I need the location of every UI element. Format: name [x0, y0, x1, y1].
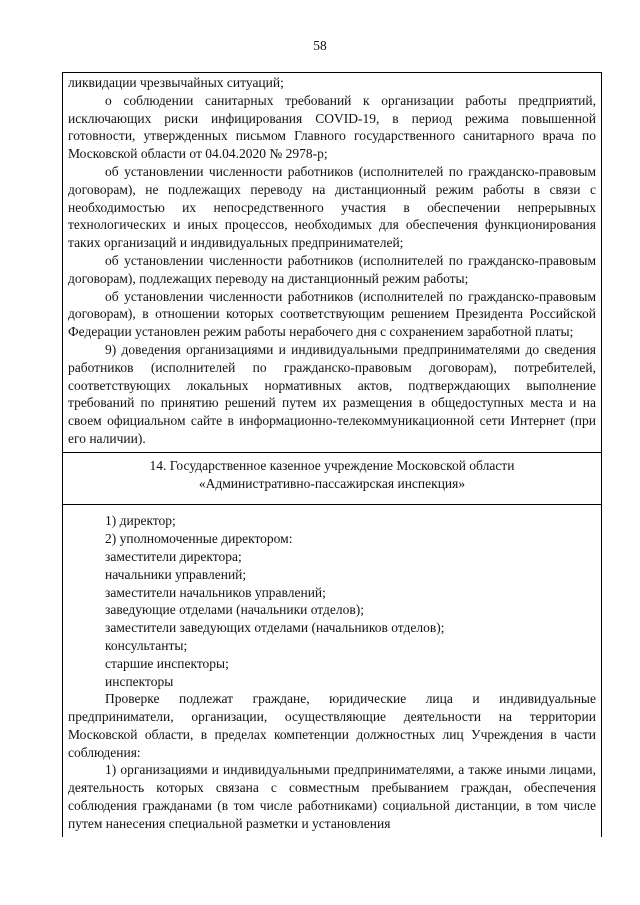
regulation-table [62, 72, 602, 837]
list-item: заместители заведующих отделами (начальников отделов); [105, 620, 445, 636]
list-item: заведующие отделами (начальники отделов); [105, 602, 364, 618]
section-continuation-cell [63, 73, 601, 453]
institution-header-cell [63, 453, 601, 506]
paragraph: 1) организациями и индивидуальными предпринимателями, а также иными лицами, деятельность которых связана с совместным пребыванием граждан, обеспечения соблюдения гражданами (в том числе работниками) социальной дистанции, в том числе путем нанесения специальной разметки и установления [68, 762, 596, 831]
officials-list-cell [63, 505, 601, 836]
paragraph: об установлении численности работников (исполнителей по гражданско-правовым договорам), подлежащих переводу на дистанционный режим работы; [68, 252, 596, 286]
list-item: 2) уполномоченные директором: [105, 531, 293, 547]
paragraph: ликвидации чрезвычайных ситуаций; [68, 75, 284, 90]
list-item: начальники управлений; [105, 566, 247, 582]
list-item: заместители начальников управлений; [105, 584, 326, 600]
list-item: консультанты; [105, 637, 188, 653]
list-item: инспекторы [105, 673, 174, 689]
list-item: заместители директора; [105, 548, 242, 564]
paragraph: об установлении численности работников (исполнителей по гражданско-правовым договорам), в отношении которых соответствующим решением Президента Российской Федерации установлен режим работы нерабочего дня с сохранением заработной платы; [68, 288, 596, 340]
page-number: 58 [313, 38, 327, 53]
paragraph: о соблюдении санитарных требований к организации работы предприятий, исключающих риски инфицирования COVID-19, в период режима повышенной готовности, утвержденных письмом Главного государственного санитарного врача по Московской области от 04.04.2020 № 2978-р; [68, 92, 596, 162]
paragraph: Проверке подлежат граждане, юридические лица и индивидуальные предприниматели, организации, осуществляющие деятельности на территории Московской области, в пределах компетенции должностных лиц Учреждения в части соблюдения: [68, 691, 596, 760]
paragraph: об установлении численности работников (исполнителей по гражданско-правовым договорам), не подлежащих переводу на дистанционный режим работы в связи с необходимостью их непосредственного участия в обеспечении непрерывных технологических и иных процессов, необходимых для обеспечения функционирования таких организаций и индивидуальных предпринимателей; [68, 163, 596, 251]
paragraph: 9) доведения организациями и индивидуальными предпринимателями до сведения работников (исполнителей по гражданско-правовым договорам), потребителей, соответствующих локальных нормативных актов, подтверждающих выполнение требований по принятию решений путем их размещения в общедоступных места и на своем официальном сайте в информационно-телекоммуникационной сети Интернет (при его наличии). [68, 341, 596, 446]
list-item: 1) директор; [105, 513, 176, 529]
institution-title-line1: 14. Государственное казенное учреждение Московской области [149, 457, 515, 473]
institution-title-line2: «Административно-пассажирская инспекция» [198, 475, 466, 491]
list-item: старшие инспекторы; [105, 655, 229, 671]
